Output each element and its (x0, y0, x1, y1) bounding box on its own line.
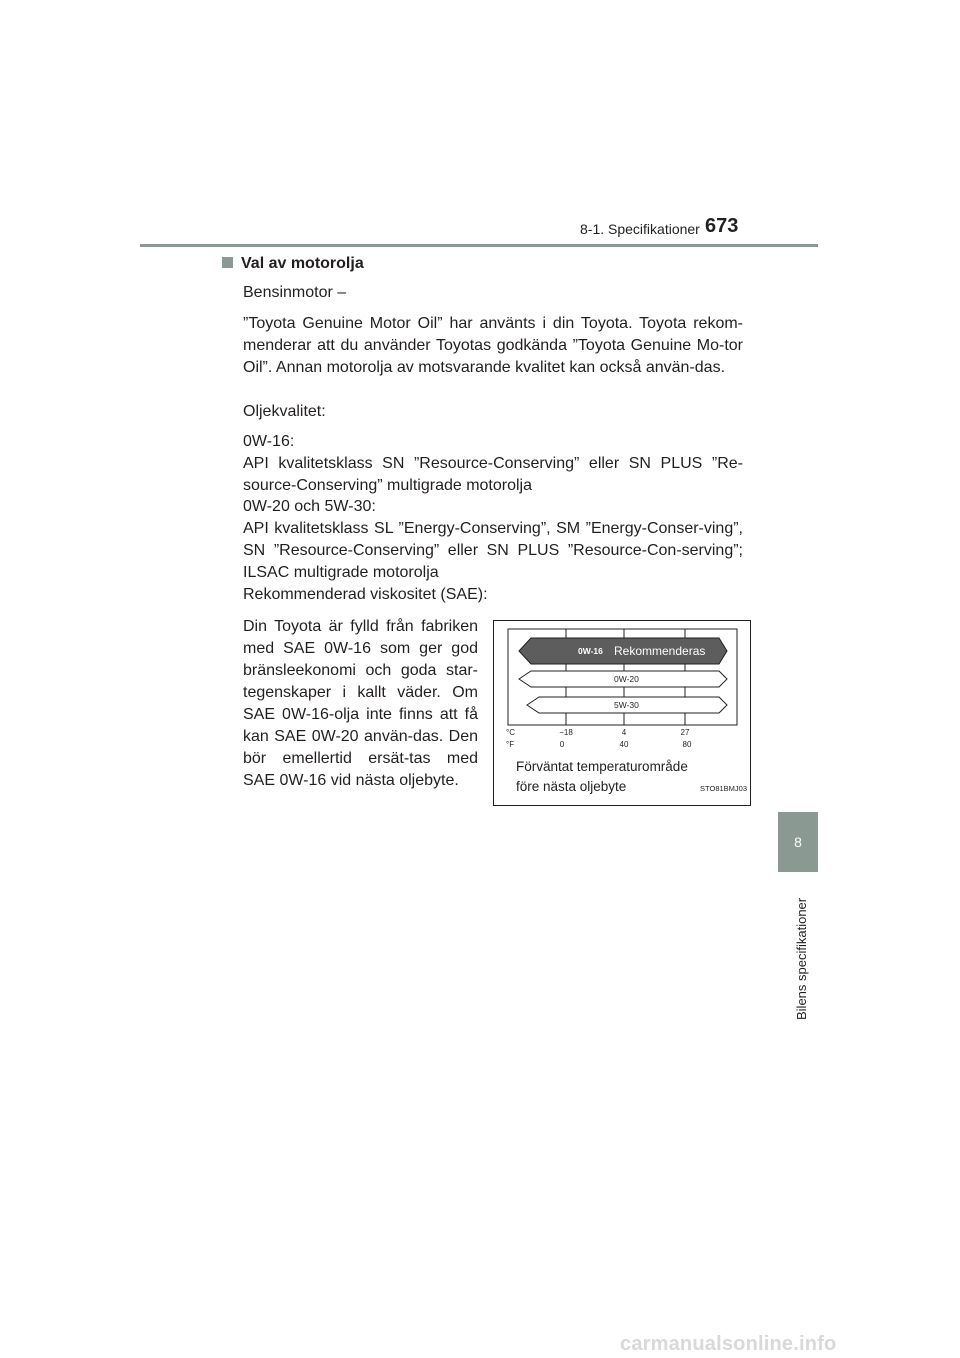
grade1-text: API kvalitetsklass SN ”Resource-Conserving” eller SN PLUS ”Re-source-Conserving” multigrade motorolja (243, 455, 743, 494)
figure-code: STO81BMJ03 (700, 784, 747, 793)
heading-square-icon (222, 257, 233, 268)
tick-c-1: −18 (559, 728, 573, 737)
bar-5w30-label: 5W-30 (614, 700, 639, 710)
tick-f-3: 80 (682, 740, 692, 749)
page-number: 673 (705, 215, 739, 237)
tick-f-1: 0 (559, 740, 565, 749)
viscosity-label: Rekommenderad viskositet (SAE): (243, 586, 488, 603)
tick-f-2: 40 (619, 740, 629, 749)
section-title: 8-1. Specifikationer (580, 221, 700, 237)
side-note: Din Toyota är fylld från fabriken med SAE 0W-16 som ger god bränsleekonomi och goda star-tegenskaper i kallt väder. Om SAE 0W-16-olja inte finns att få kan SAE 0W-20 använ-das. Den bör emellertid ersät-tas med SAE 0W-16 vid nästa oljebyte. (243, 618, 478, 789)
tick-c-3: 27 (680, 728, 690, 737)
header-rule (140, 244, 818, 247)
bar-0w16-label: Rekommenderas (614, 644, 706, 658)
intro-paragraph: ”Toyota Genuine Motor Oil” har använts i din Toyota. Toyota rekom-menderar att du använder Toyotas godkända ”Toyota Genuine Mo-tor Oil”. Annan motorolja av motsvarande kvalitet kan också använ-das. (243, 315, 743, 376)
viscosity-diagram (494, 621, 750, 805)
caption-line1: Förväntat temperaturområde (516, 759, 688, 774)
caption-line2: före nästa oljebyte (516, 779, 627, 794)
viscosity-figure (493, 620, 751, 806)
chapter-tab-label: Bilens specifikationer (794, 897, 809, 1020)
unit-celsius: °C (506, 728, 515, 737)
heading-text: Val av motorolja (241, 255, 364, 272)
grade1-title: 0W-16: (243, 433, 295, 450)
bar-0w20-label: 0W-20 (614, 674, 639, 684)
chapter-tab: 8 (778, 812, 818, 872)
grade2-text: API kvalitetsklass SL ”Energy-Conserving”, SM ”Energy-Conser-ving”, SN ”Resource-Conserving” eller SN PLUS ”Resource-Con-serving”; ILSAC multigrade motorolja (243, 520, 743, 581)
watermark-url: carmanualsonline.info (620, 1333, 837, 1355)
grade2-title: 0W-20 och 5W-30: (243, 498, 376, 515)
oil-quality-label: Oljekvalitet: (243, 403, 326, 420)
bar-0w16-grade: 0W-16 (578, 646, 603, 656)
tick-c-2: 4 (621, 728, 627, 737)
engine-type: Bensinmotor – (243, 284, 347, 301)
chapter-tab-label-wrap (790, 880, 810, 1030)
section-heading (222, 255, 364, 273)
unit-fahrenheit: °F (506, 740, 515, 749)
